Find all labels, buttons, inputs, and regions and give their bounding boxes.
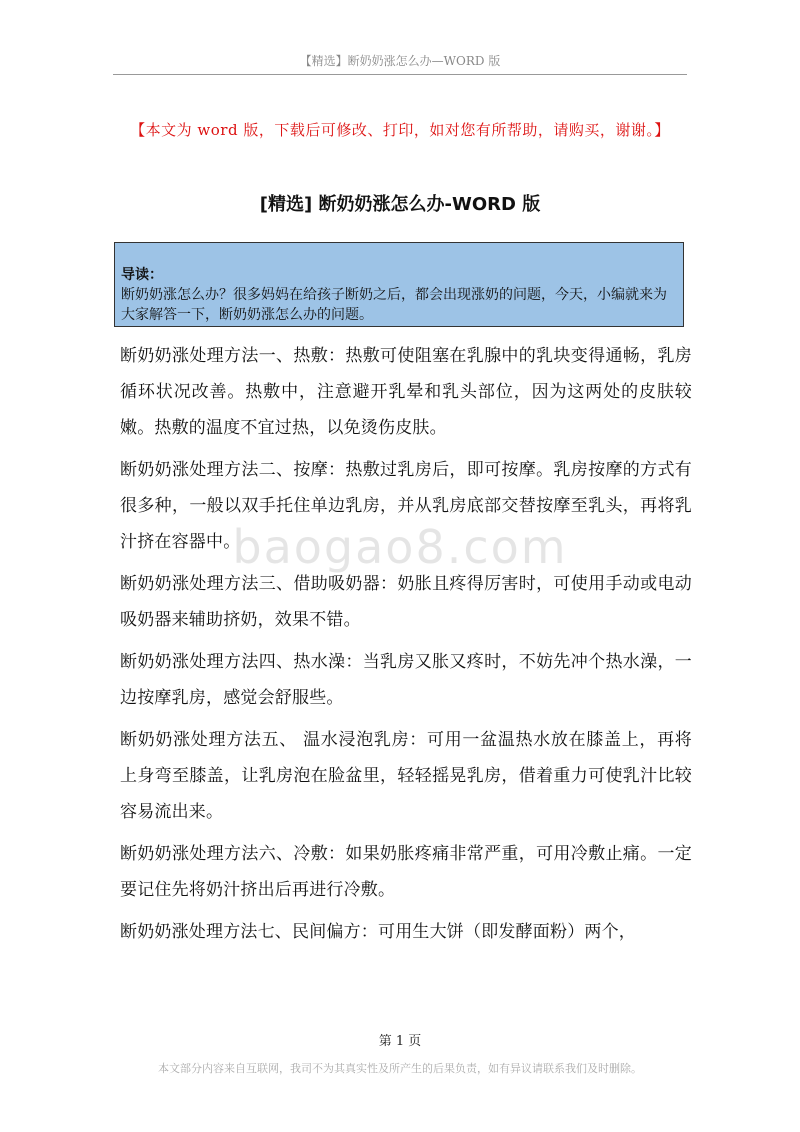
paragraph-method-6: 断奶奶涨处理方法六、冷敷：如果奶胀疼痛非常严重，可用冷敷止痛。一定要记住先将奶汁挤出后再进行冷敷。 xyxy=(120,844,692,900)
page-header: 【精选】断奶奶涨怎么办—WORD 版 xyxy=(299,54,501,68)
paragraph-method-2: 断奶奶涨处理方法二、按摩：热敷过乳房后，即可按摩。乳房按摩的方式有很多种，一般以双手托住单边乳房，并从乳房底部交替按摩至乳头，再将乳汁挤在容器中。 xyxy=(120,460,692,552)
intro-box xyxy=(114,242,684,327)
paragraph-method-5: 断奶奶涨处理方法五、 温水浸泡乳房：可用一盆温热水放在膝盖上，再将上身弯至膝盖，让乳房泡在脸盆里，轻轻摇晃乳房，借着重力可使乳汁比较容易流出来。 xyxy=(120,730,692,822)
header-divider xyxy=(113,74,687,75)
intro-label: 导读： xyxy=(121,267,163,283)
download-notice: 【本文为 word 版，下载后可修改、打印，如对您有所帮助，请购买，谢谢。】 xyxy=(130,121,670,139)
page-number: 第 1 页 xyxy=(378,1034,422,1049)
paragraph-method-7: 断奶奶涨处理方法七、民间偏方：可用生大饼（即发酵面粉）两个， xyxy=(120,922,636,942)
intro-text: 断奶奶涨怎么办？很多妈妈在给孩子断奶之后，都会出现涨奶的问题，今天，小编就来为大家解答一下，断奶奶涨怎么办的问题。 xyxy=(121,287,667,323)
paragraph-method-4: 断奶奶涨处理方法四、热水澡：当乳房又胀又疼时，不妨先冲个热水澡，一边按摩乳房，感觉会舒服些。 xyxy=(120,652,692,708)
paragraph-method-3: 断奶奶涨处理方法三、借助吸奶器：奶胀且疼得厉害时，可使用手动或电动吸奶器来辅助挤奶，效果不错。 xyxy=(120,574,692,630)
watermark: baogao8.com xyxy=(232,520,568,574)
page-footer-disclaimer: 本文部分内容来自互联网，我司不为其真实性及所产生的后果负责，如有异议请联系我们及时删除。 xyxy=(158,1062,642,1075)
document-title: [精选] 断奶奶涨怎么办-WORD 版 xyxy=(259,194,541,215)
paragraph-method-1: 断奶奶涨处理方法一、热敷：热敷可使阻塞在乳腺中的乳块变得通畅，乳房循环状况改善。热敷中，注意避开乳晕和乳头部位，因为这两处的皮肤较嫩。热敷的温度不宜过热，以免烫伤皮肤。 xyxy=(120,346,692,438)
document-body xyxy=(120,338,692,956)
